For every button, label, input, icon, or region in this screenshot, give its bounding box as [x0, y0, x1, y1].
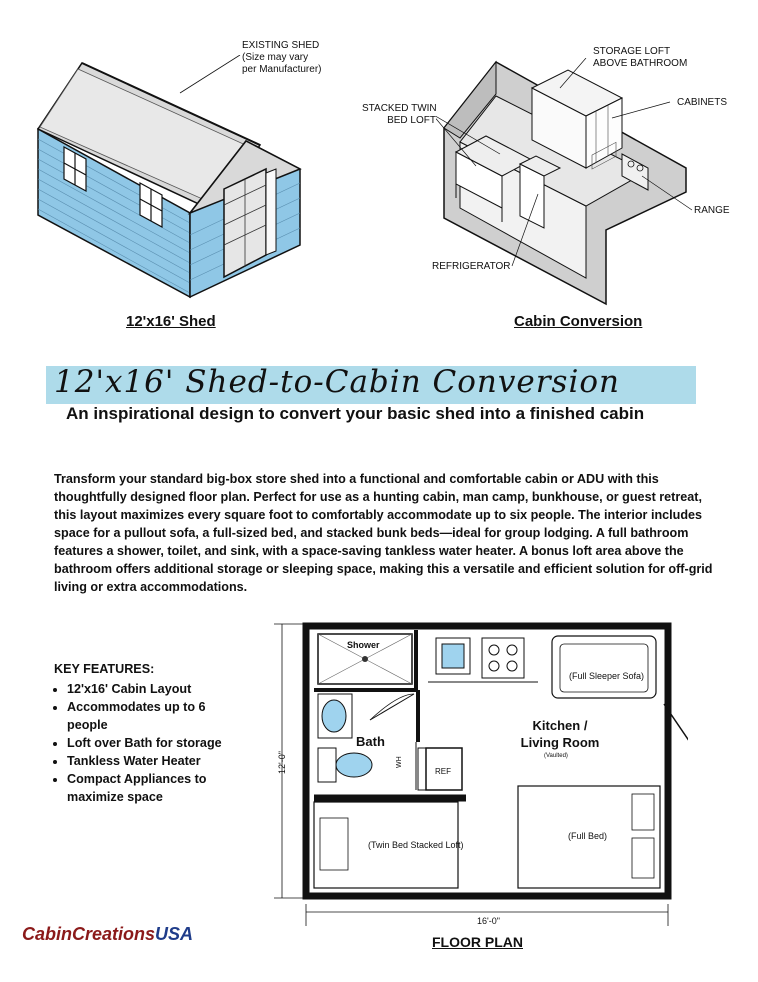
- floor-plan-drawing: [268, 618, 688, 930]
- brand-name-main: CabinCreations: [22, 924, 156, 944]
- key-feature-item: • 12'x16' Cabin Layout: [67, 680, 237, 698]
- dimension-width: 16'-0": [477, 916, 500, 926]
- brand-logo: [22, 924, 193, 945]
- brand-name-accent: USA: [155, 924, 194, 944]
- shed-callout: [242, 40, 321, 76]
- shed-callout-line-3: per Manufacturer): [242, 64, 322, 75]
- dimension-height: 12'-0": [277, 751, 287, 774]
- shed-caption: 12'x16' Shed: [126, 313, 216, 330]
- wh-label: WH: [396, 756, 403, 768]
- shed-callout-line-2: (Size may vary: [242, 52, 309, 63]
- twin-bed-label: (Twin Bed Stacked Loft): [368, 840, 464, 850]
- shed-callout-line-1: EXISTING SHED: [242, 40, 320, 51]
- stacked-twin-line-1: STACKED TWIN: [362, 103, 437, 114]
- vaulted-label: (Vaulted): [544, 753, 568, 759]
- key-feature-item: • Tankless Water Heater: [67, 752, 237, 770]
- page-title: 12'x16' Shed-to-Cabin Conversion: [54, 364, 620, 400]
- key-feature-item: • Compact Appliances to maximize space: [67, 770, 237, 806]
- key-features-list: [53, 680, 237, 806]
- living-room-label: Living Room: [520, 735, 600, 750]
- sofa-label: (Full Sleeper Sofa): [569, 671, 645, 681]
- stacked-twin-callout: [362, 103, 436, 127]
- key-feature-item: • Accommodates up to 6 people: [67, 698, 237, 734]
- refrigerator-callout: REFRIGERATOR: [432, 261, 511, 272]
- page-subtitle: An inspirational design to convert your basic shed into a finished cabin: [66, 404, 645, 423]
- kitchen-label: Kitchen /: [532, 718, 588, 733]
- shed-illustration: [30, 55, 320, 300]
- cabin-caption: Cabin Conversion: [514, 313, 643, 330]
- ref-label: REF: [435, 767, 451, 776]
- floor-plan-title: FLOOR PLAN: [432, 934, 523, 950]
- bath-label: Bath: [356, 734, 385, 749]
- description-paragraph: Transform your standard big-box store shed into a functional and comfortable cabin or ADU with this thoughtfully designed floor plan. Perfect for use as a hunting cabin, man camp, bunkhouse, or guest retreat, this layout maximizes every square foot to comfortably accommodate up to six people. The interior includes space for a pullout sofa, a full-sized bed, and stacked bunk beds—ideal for group lodging. A full bathroom features a shower, toilet, and sink, with a space-saving tankless water heater. A bonus loft area above the bathroom offers additional storage or sleeping space, making this a versatile and efficient solution for off-grid living or extra accommodations.: [54, 472, 713, 594]
- stacked-twin-line-2: BED LOFT: [387, 115, 436, 126]
- range-callout: RANGE: [694, 205, 730, 216]
- storage-loft-line-1: STORAGE LOFT: [593, 46, 671, 57]
- cabinets-callout: CABINETS: [677, 97, 728, 108]
- storage-loft-line-2: ABOVE BATHROOM: [593, 58, 688, 69]
- key-features-heading: KEY FEATURES:: [54, 662, 155, 676]
- full-bed-label: (Full Bed): [568, 831, 608, 841]
- storage-loft-callout: [593, 46, 687, 70]
- shower-label: Shower: [347, 640, 380, 650]
- key-feature-item: • Loft over Bath for storage: [67, 734, 237, 752]
